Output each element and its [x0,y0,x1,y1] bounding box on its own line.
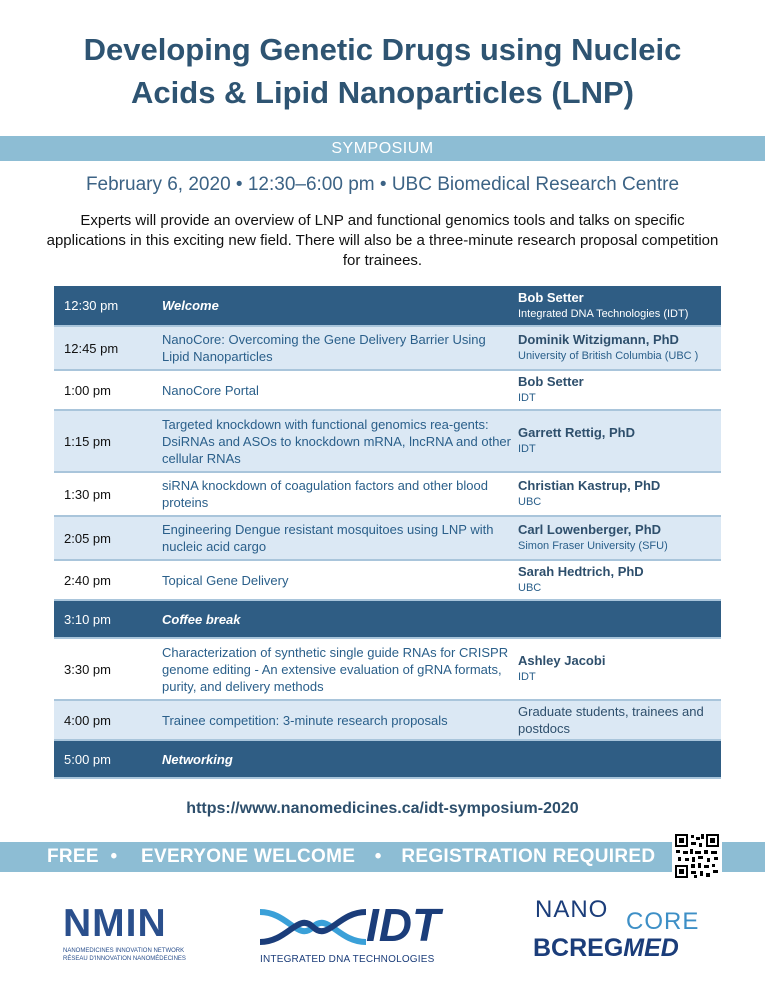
table-row [54,516,721,560]
speaker-cell [518,700,721,740]
speaker-name: Carl Lowenberger, PhD [518,522,662,537]
speaker-affiliation: Integrated DNA Technologies (IDT) [518,307,689,320]
time-cell: 1:15 pm [54,410,162,472]
time-cell: 3:30 pm [54,638,162,700]
talk-cell: Coffee break [162,600,518,638]
registration-text [47,842,661,872]
bcreg-text: BCREG [533,934,624,962]
table-row [54,600,721,638]
table-row [54,326,721,370]
talk-cell: siRNA knockdown of coagulation factors and other blood proteins [162,472,518,516]
free-label: FREE [47,846,99,867]
speaker-affiliation: University of British Columbia (UBC ) [518,350,699,362]
event-url-link[interactable]: https://www.nanomedicines.ca/idt-symposium-2020 [186,800,579,817]
talk-cell: Targeted knockdown with functional genomics rea-gents: DsiRNAs and ASOs to knockdown mRNA, lncRNA and other cellular RNAs [162,410,518,472]
speaker-affiliation: UBC [518,496,542,508]
registration-band [0,842,765,872]
page-title [0,28,765,114]
speaker-cell [518,516,721,560]
speaker-name: Dominik Witzigmann, PhD [518,332,679,347]
nmin-wordmark: NMIN [63,902,167,945]
speaker-cell [518,286,721,326]
speaker-affiliation: IDT [518,443,536,455]
core-wordmark: CORE [626,908,700,935]
speaker-name: Ashley Jacobi [518,653,606,668]
speaker-cell [518,410,721,472]
speaker-name: Christian Kastrup, PhD [518,478,661,493]
talk-cell: Characterization of synthetic single guide RNAs for CRISPR genome editing - An extensive evaluation of gRNA formats, purity, and delivery methods [162,638,518,700]
speaker-cell [518,472,721,516]
speaker-name: Sarah Hedtrich, PhD [518,564,644,579]
talk-cell: Trainee competition: 3-minute research proposals [162,700,518,740]
time-cell: 2:05 pm [54,516,162,560]
table-row [54,410,721,472]
talk-cell: Engineering Dengue resistant mosquitoes using LNP with nucleic acid cargo [162,516,518,560]
time-cell: 4:00 pm [54,700,162,740]
table-row [54,370,721,410]
speaker-affiliation: Simon Fraser University (SFU) [518,540,668,552]
intro-paragraph: Experts will provide an overview of LNP and functional genomics tools and talks on specific applications in this exciting new field. There will also be a three-minute research proposal competition for trainees. [46,212,719,269]
table-row [54,740,721,778]
bcregmed-wordmark [533,934,679,963]
time-cell: 3:10 pm [54,600,162,638]
talk-cell: NanoCore: Overcoming the Gene Delivery Barrier Using Lipid Nanoparticles [162,326,518,370]
separator-dot: • [110,846,118,867]
speaker-cell [518,740,721,778]
speaker-cell [518,638,721,700]
nmin-subtitle-fr: RÉSEAU D'INNOVATION NANOMÉDECINES [63,956,186,962]
nmin-subtitle-en: NANOMEDICINES INNOVATION NETWORK [63,948,185,954]
speaker-affiliation: IDT [518,392,536,404]
nanocore-bcregmed-logo [533,896,703,966]
table-row [54,700,721,740]
speaker-affiliation: UBC [518,582,542,594]
qr-code-icon[interactable] [672,831,722,881]
time-cell: 2:40 pm [54,560,162,600]
separator-dot: • [374,846,382,867]
time-cell: 1:30 pm [54,472,162,516]
speaker-cell [518,370,721,410]
table-row [54,560,721,600]
nmin-logo [63,904,213,966]
speaker-affiliation: Graduate students, trainees and postdocs [518,704,704,736]
idt-subtitle: INTEGRATED DNA TECHNOLOGIES [260,954,435,965]
event-dateline: February 6, 2020 • 12:30–6:00 pm • UBC Biomedical Research Centre [85,174,680,195]
talk-cell: NanoCore Portal [162,370,518,410]
speaker-name: Bob Setter [518,374,584,389]
dna-helix-icon [258,906,368,948]
symposium-band: SYMPOSIUM [0,136,765,161]
nano-wordmark: NANO [535,896,609,923]
talk-cell: Topical Gene Delivery [162,560,518,600]
speaker-name: Garrett Rettig, PhD [518,425,636,440]
title-line-2: Acids & Lipid Nanoparticles (LNP) [131,75,634,110]
idt-logo [258,900,470,970]
med-text: MED [623,934,679,962]
idt-wordmark: IDT [366,899,441,951]
speaker-name: Bob Setter [518,289,584,305]
table-row [54,638,721,700]
time-cell: 5:00 pm [54,740,162,778]
everyone-welcome-label: EVERYONE WELCOME [141,846,356,867]
time-cell: 12:30 pm [54,286,162,326]
registration-required-label: REGISTRATION REQUIRED [401,846,656,867]
speaker-cell [518,600,721,638]
talk-cell: Welcome [162,286,518,326]
table-row [54,472,721,516]
speaker-affiliation: IDT [518,671,536,683]
title-line-1: Developing Genetic Drugs using Nucleic [83,32,682,67]
schedule-table [54,286,721,779]
speaker-cell [518,326,721,370]
time-cell: 12:45 pm [54,326,162,370]
speaker-cell [518,560,721,600]
table-row [54,286,721,326]
time-cell: 1:00 pm [54,370,162,410]
talk-cell: Networking [162,740,518,778]
